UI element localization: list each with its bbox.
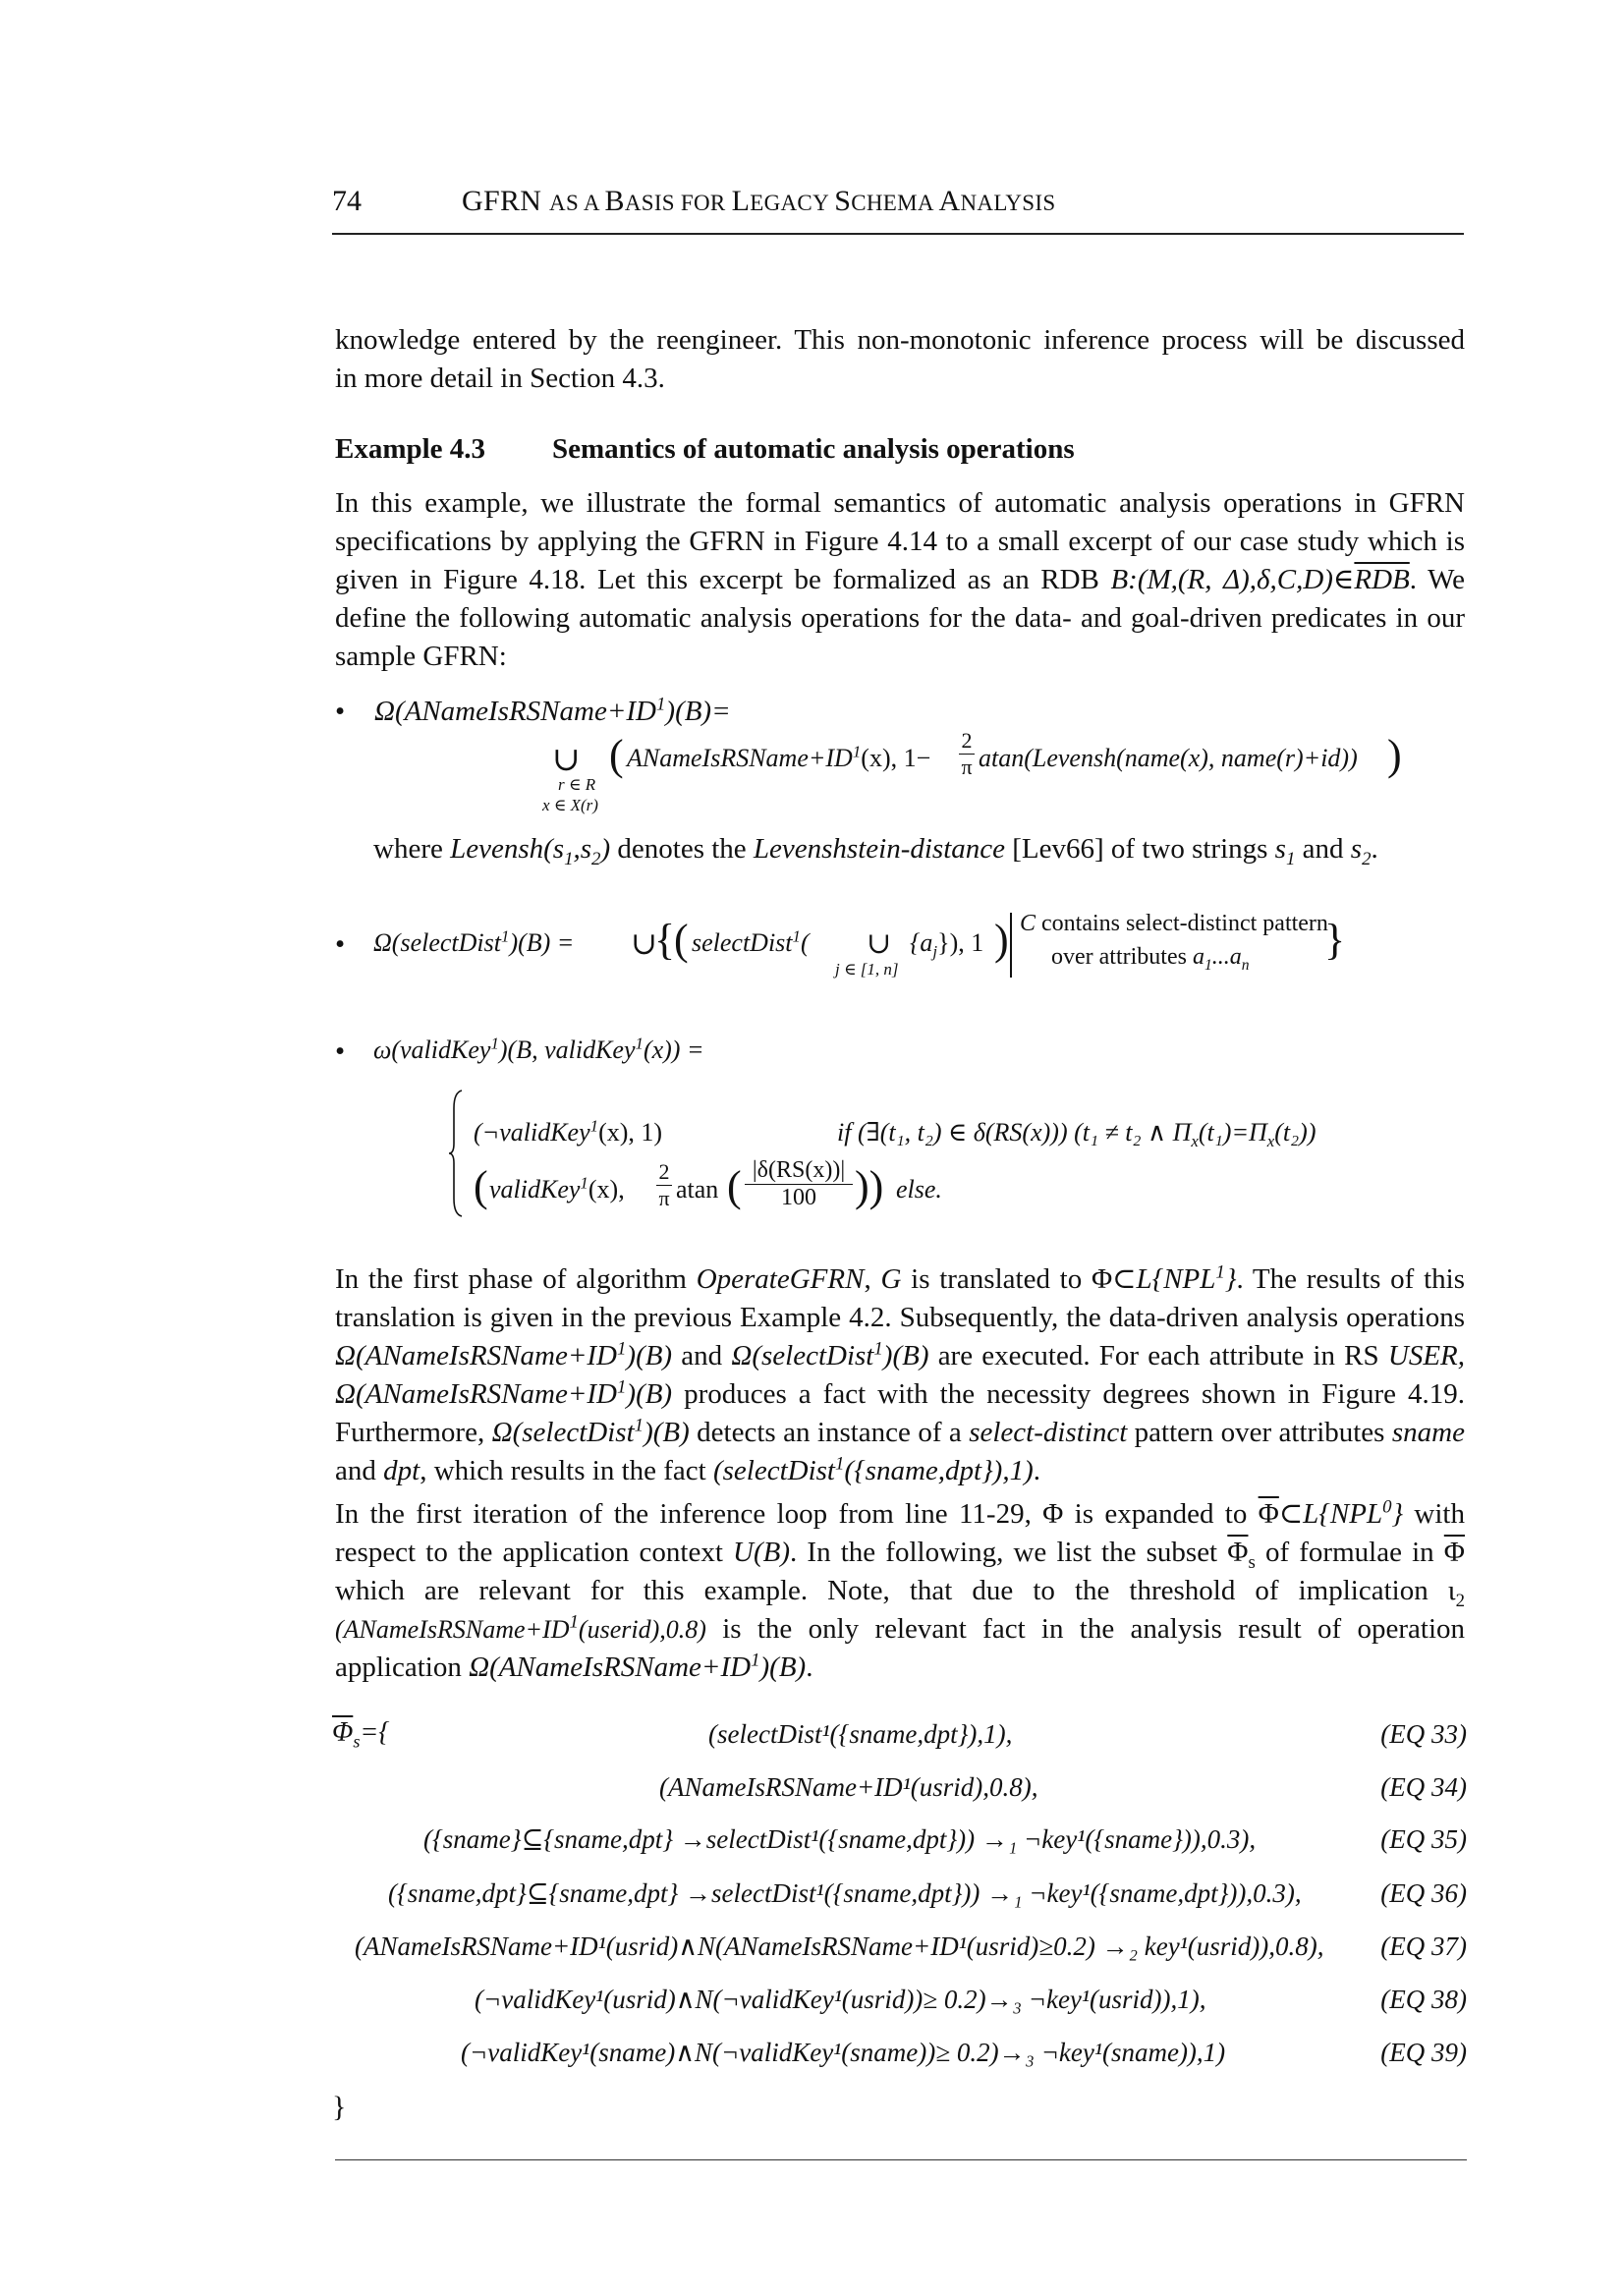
formula-b2 bbox=[373, 911, 1346, 979]
fraction: 2 π bbox=[656, 1159, 672, 1211]
union-symbol: ∪ bbox=[631, 925, 657, 961]
equation-row bbox=[335, 2038, 1467, 2077]
example-heading bbox=[335, 433, 1075, 466]
bullet-mark: • bbox=[335, 928, 346, 960]
header-part: NALYSIS bbox=[960, 191, 1056, 215]
bullet-mark: • bbox=[335, 1036, 346, 1067]
header-part: L bbox=[731, 185, 751, 217]
running-header bbox=[462, 185, 1055, 218]
paren: ( bbox=[474, 1162, 488, 1210]
union-sub: j ∈ [1, n] bbox=[835, 960, 899, 979]
b2-expression: selectDist$^1$( bbox=[692, 926, 810, 957]
header-part: EGACY bbox=[750, 191, 835, 215]
rdb-set: $\overline{RDB}$ bbox=[1354, 564, 1410, 595]
example-paragraph bbox=[335, 484, 1465, 676]
b2-cond-1: C contains select-distinct pattern bbox=[1020, 911, 1328, 936]
equation-tag: (EQ 35) bbox=[1380, 1824, 1467, 1854]
formula-b3-head: ω(validKey$^1$)(B, validKey$^1$(x)) = bbox=[373, 1034, 704, 1064]
equation-tag: (EQ 37) bbox=[1380, 1931, 1467, 1961]
equation-row bbox=[335, 1824, 1467, 1864]
union-symbol: ∪ bbox=[867, 927, 892, 960]
union-symbol: ∪ bbox=[552, 742, 581, 778]
case-2-expr: validKey$^1$(x), bbox=[489, 1173, 625, 1203]
intro-paragraph bbox=[335, 321, 1465, 398]
header-part: B bbox=[604, 185, 625, 217]
b2-cond-2: over attributes $a_1...a_n$ bbox=[1051, 944, 1250, 974]
equation-tag: (EQ 33) bbox=[1380, 1719, 1467, 1749]
b2-set: $\{a_j\}$), 1 bbox=[910, 928, 984, 962]
header-part: AS A bbox=[549, 191, 605, 215]
bullet-3 bbox=[335, 1036, 345, 1068]
bullet-1-head: $\Omega(ANameIsRSName+ID^1)(B)=$ bbox=[374, 694, 731, 727]
equation-set-close: } bbox=[332, 2091, 347, 2123]
fraction: |δ(RS(x))| 100 bbox=[745, 1157, 853, 1211]
bullet-2 bbox=[335, 928, 345, 961]
brace: { bbox=[654, 916, 676, 964]
header-rule bbox=[332, 233, 1464, 235]
paren: ) bbox=[994, 916, 1009, 964]
union-sub: x ∈ X(r) bbox=[542, 796, 598, 814]
equation-set-open: $\overline{\Phi}_s=${ bbox=[332, 1717, 390, 1752]
paren: ( bbox=[727, 1162, 742, 1210]
equation-expr: (selectDist¹({sname,dpt}),1), bbox=[708, 1719, 1013, 1749]
paren: ) bbox=[1387, 731, 1402, 779]
example-label: Example 4.3 bbox=[335, 433, 486, 465]
equation-row bbox=[335, 1931, 1467, 1971]
intro-line: knowledge entered by the reengineer. This non-monotonic inference process will be discussed bbox=[335, 324, 1465, 356]
case-1: (¬validKey$^1$(x), 1) bbox=[474, 1116, 663, 1147]
bullet-mark: • bbox=[335, 696, 346, 727]
atan: atan bbox=[676, 1175, 719, 1203]
case-1-condition: if (∃(t₁, t₂) ∈ δ(RS(x))) (t₁ ≠ t₂ ∧ $\Pi_x(t_1)=\Pi_x(t_2)$) bbox=[837, 1118, 1316, 1151]
equation-tag: (EQ 34) bbox=[1380, 1772, 1467, 1802]
equation-tag: (EQ 36) bbox=[1380, 1878, 1467, 1908]
paren: ( bbox=[609, 731, 624, 779]
b1-expression: $ANameIsRSName+ID^1(x)$, 1− bbox=[627, 742, 931, 772]
header-part: S bbox=[834, 185, 852, 217]
equation-tag: (EQ 38) bbox=[1380, 1985, 1467, 2014]
b1-atan: atan(Levensh(name(x), name(r)+id)) bbox=[979, 744, 1358, 772]
paragraph-2: In the first phase of algorithm OperateGFRN, G is translated to Φ⊂L{NPL$^1$}. The results of this translation is given in the previous Example 4.2. Subsequently, the data-driven analysis operations $\Omega(ANameIsRSName+ID^1)(B)$ and Ω(selectDist$^1$)(B) are executed. For each attribute in RS USER, $\Omega(ANameIsRSName+ID^1)(B)$ produces a fact with the necessity degrees shown in Figure 4.19. Furthermore, Ω(selectDist$^1$)(B) detects an instance of a select-distinct pattern over attributes sname and dpt, which results in the fact (selectDist$^1$({sname,dpt}),1). bbox=[335, 1261, 1465, 1486]
equation-row bbox=[335, 1878, 1467, 1918]
equation-row bbox=[335, 1985, 1467, 2024]
equation-expr: (¬validKey¹(sname)∧N(¬validKey¹(sname))≥ 0.2)→₃ ¬key¹(sname)),1) bbox=[461, 2038, 1226, 2067]
b2-head: Ω(selectDist$^1$)(B) = bbox=[373, 926, 575, 957]
union-sub: r ∈ R bbox=[558, 775, 596, 794]
equation-expr: ({sname}⊆{sname,dpt} →selectDist¹({sname,dpt})) →₁ ¬key¹({sname})),0.3), bbox=[423, 1824, 1257, 1854]
page-number: 74 bbox=[332, 185, 362, 217]
rdb-expression: B:(M,(R, Δ),δ,C,D)∈ bbox=[1110, 564, 1355, 595]
example-title: Semantics of automatic analysis operations bbox=[552, 433, 1075, 465]
paren: ( bbox=[674, 916, 689, 964]
paren: )) bbox=[855, 1162, 884, 1210]
brace: } bbox=[1324, 916, 1346, 964]
equation-expr: (¬validKey¹(usrid)∧N(¬validKey¹(usrid))≥ 0.2)→₃ ¬key¹(usrid)),1), bbox=[475, 1985, 1206, 2014]
header-part: ASIS FOR bbox=[624, 191, 732, 215]
equation-row bbox=[335, 1719, 1467, 1759]
footer-rule bbox=[335, 2159, 1467, 2160]
header-part: CHEMA bbox=[851, 191, 939, 215]
equation-expr: (ANameIsRSName+ID¹(usrid),0.8), bbox=[659, 1772, 1038, 1802]
text: . We define the following automatic analysis operations for the data- and goal-driven predicates in our sample GFRN: bbox=[335, 564, 1465, 672]
case-brace bbox=[448, 1089, 464, 1218]
bullet-1 bbox=[335, 694, 731, 728]
else-keyword: else. bbox=[896, 1175, 942, 1203]
text: In this example, we illustrate the formal semantics of automatic analysis operations in GFRN specifications by applying the GFRN in Figure 4.14 to a small excerpt of our case study which is given in Figure 4.18. Let this excerpt be formalized as an RDB bbox=[335, 487, 1465, 595]
paragraph-3: In the first iteration of the inference loop from line 11-29, Φ is expanded to $\overline{\Phi}\subset L\{NPL^0\}$ with respect to the application context U(B). In the following, we list the subset $\overline{\Phi}_s$ of formulae in $\overline{\Phi}$ which are relevant for this example. Note, that due to the threshold of implication $\iota_2$ $(ANameIsRSName+ID^1(userid),0.8)$ is the only relevant fact in the analysis result of operation application $\Omega(ANameIsRSName+ID^1)(B)$. bbox=[335, 1496, 1465, 1683]
equation-expr: ({sname,dpt}⊆{sname,dpt} →selectDist¹({sname,dpt})) →₁ ¬key¹({sname,dpt})),0.3), bbox=[388, 1878, 1302, 1908]
divider-bar bbox=[1010, 913, 1012, 978]
fraction: 2 π bbox=[959, 728, 975, 780]
header-part: GFRN bbox=[462, 185, 550, 217]
header-part: A bbox=[938, 185, 961, 217]
equation-row bbox=[335, 1772, 1467, 1812]
equation-expr: (ANameIsRSName+ID¹(usrid)∧N(ANameIsRSName+ID¹(usrid)≥0.2) →₂ key¹(usrid)),0.8), bbox=[355, 1931, 1324, 1961]
intro-line: in more detail in Section 4.3. bbox=[335, 363, 665, 394]
levensh-explanation: where $Levensh(s_1,s_2)$ denotes the Levenshstein-distance [Lev66] of two strings $s_1$ and $s_2$. bbox=[373, 833, 1378, 869]
equation-tag: (EQ 39) bbox=[1380, 2038, 1467, 2067]
